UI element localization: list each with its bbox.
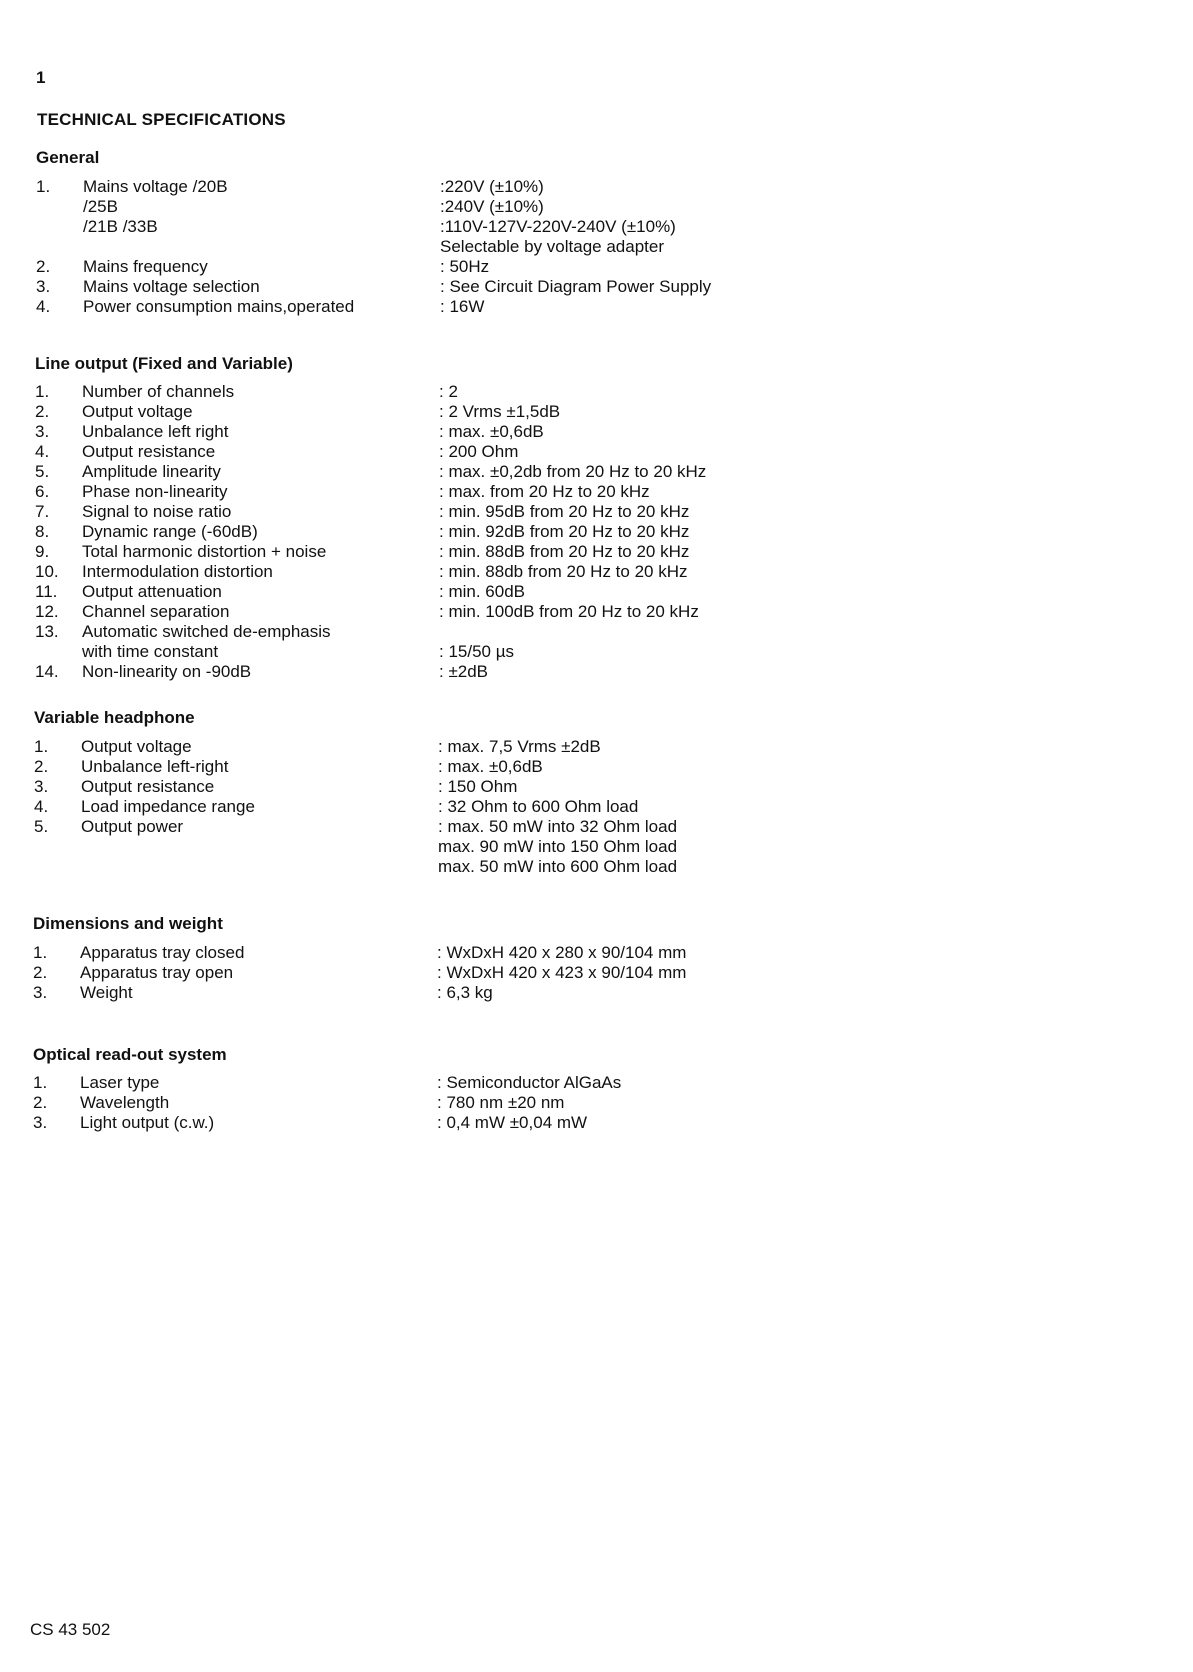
spec-number: 4. (35, 442, 50, 461)
spec-value: : 50Hz (440, 257, 490, 276)
spec-value: : See Circuit Diagram Power Supply (440, 277, 712, 296)
spec-value: : max. 50 mW into 32 Ohm load (438, 817, 678, 836)
spec-label: Weight (80, 983, 133, 1002)
section-heading-headphone: Variable headphone (34, 708, 195, 727)
spec-value: : max. ±0,6dB (438, 757, 543, 776)
spec-label: Output resistance (82, 442, 216, 461)
spec-label: Non-linearity on -90dB (82, 662, 252, 681)
spec-value: : 780 nm ±20 nm (437, 1093, 565, 1112)
spec-number: 1. (33, 943, 48, 962)
section-heading-dimensions: Dimensions and weight (33, 914, 223, 933)
spec-number: 5. (35, 462, 50, 481)
spec-label: Signal to noise ratio (82, 502, 232, 521)
spec-number: 8. (35, 522, 50, 541)
spec-number: 2. (33, 1093, 48, 1112)
spec-label: Light output (c.w.) (80, 1113, 215, 1132)
spec-label: Output voltage (82, 402, 193, 421)
spec-number: 1. (36, 177, 51, 196)
spec-number: 13. (35, 622, 59, 641)
spec-number: 7. (35, 502, 50, 521)
spec-label: Apparatus tray closed (80, 943, 245, 962)
spec-value: : ±2dB (439, 662, 489, 681)
spec-label: /25B (83, 197, 118, 216)
spec-value: :220V (±10%) (440, 177, 544, 196)
spec-value: : 2 Vrms ±1,5dB (439, 402, 561, 421)
spec-label: Phase non-linearity (82, 482, 228, 501)
spec-value: : min. 95dB from 20 Hz to 20 kHz (439, 502, 690, 521)
spec-number: 11. (35, 582, 58, 601)
spec-label: Mains voltage selection (83, 277, 260, 296)
spec-number: 4. (34, 797, 49, 816)
spec-number: 5. (34, 817, 49, 836)
spec-label: Wavelength (80, 1093, 170, 1112)
spec-value: : WxDxH 420 x 423 x 90/104 mm (437, 963, 687, 982)
spec-value: : max. ±0,6dB (439, 422, 544, 441)
spec-value: : 32 Ohm to 600 Ohm load (438, 797, 639, 816)
section-heading-general: General (36, 148, 100, 167)
spec-number: 3. (36, 277, 51, 296)
spec-label: Unbalance left right (82, 422, 229, 441)
spec-number: 2. (34, 757, 49, 776)
spec-number: 3. (34, 777, 49, 796)
spec-label: Apparatus tray open (80, 963, 234, 982)
spec-value: : Semiconductor AlGaAs (437, 1073, 622, 1092)
section-heading-optical: Optical read-out system (33, 1045, 227, 1064)
spec-value: : WxDxH 420 x 280 x 90/104 mm (437, 943, 687, 962)
spec-value: :110V-127V-220V-240V (±10%) (440, 217, 676, 236)
spec-value: : 15/50 µs (439, 642, 515, 661)
spec-label: Unbalance left-right (81, 757, 229, 776)
spec-label: Laser type (80, 1073, 160, 1092)
spec-number: 3. (35, 422, 50, 441)
spec-number: 1. (35, 382, 50, 401)
spec-label: Number of channels (82, 382, 235, 401)
page-number: 1 (36, 68, 46, 87)
section-heading-line-output: Line output (Fixed and Variable) (35, 354, 293, 373)
spec-value: : 150 Ohm (438, 777, 518, 796)
spec-label: Amplitude linearity (82, 462, 221, 481)
spec-value: : 16W (440, 297, 485, 316)
spec-value: Selectable by voltage adapter (440, 237, 664, 256)
spec-value: : min. 92dB from 20 Hz to 20 kHz (439, 522, 690, 541)
spec-number: 4. (36, 297, 51, 316)
spec-value: max. 90 mW into 150 Ohm load (438, 837, 678, 856)
spec-value: max. 50 mW into 600 Ohm load (438, 857, 678, 876)
spec-number: 2. (36, 257, 51, 276)
spec-label: Intermodulation distortion (82, 562, 273, 581)
spec-number: 3. (33, 983, 48, 1002)
spec-value: : min. 60dB (439, 582, 525, 601)
spec-number: 2. (33, 963, 48, 982)
spec-value: : min. 100dB from 20 Hz to 20 kHz (439, 602, 699, 621)
spec-label: Automatic switched de-emphasis (82, 622, 331, 641)
spec-label: Output attenuation (82, 582, 222, 601)
spec-label: with time constant (82, 642, 219, 661)
spec-number: 14. (35, 662, 59, 681)
spec-label: Output resistance (81, 777, 215, 796)
spec-number: 10. (35, 562, 59, 581)
spec-value: : max. 7,5 Vrms ±2dB (438, 737, 601, 756)
spec-label: /21B /33B (83, 217, 158, 236)
spec-label: Channel separation (82, 602, 230, 621)
spec-number: 6. (35, 482, 50, 501)
spec-label: Dynamic range (-60dB) (82, 522, 258, 541)
spec-value: : 200 Ohm (439, 442, 519, 461)
spec-label: Mains voltage /20B (83, 177, 228, 196)
spec-number: 1. (34, 737, 49, 756)
document-code: CS 43 502 (30, 1620, 111, 1639)
spec-number: 12. (35, 602, 59, 621)
spec-label: Output power (81, 817, 184, 836)
spec-number: 3. (33, 1113, 48, 1132)
spec-value: : min. 88dB from 20 Hz to 20 kHz (439, 542, 690, 561)
document-title: TECHNICAL SPECIFICATIONS (37, 110, 286, 129)
spec-label: Power consumption mains,operated (83, 297, 355, 316)
spec-value: :240V (±10%) (440, 197, 544, 216)
spec-value: : min. 88db from 20 Hz to 20 kHz (439, 562, 688, 581)
spec-value: : 0,4 mW ±0,04 mW (437, 1113, 588, 1132)
spec-label: Mains frequency (83, 257, 208, 276)
spec-value: : max. from 20 Hz to 20 kHz (439, 482, 650, 501)
spec-number: 9. (35, 542, 50, 561)
spec-label: Total harmonic distortion + noise (82, 542, 327, 561)
spec-number: 1. (33, 1073, 48, 1092)
spec-number: 2. (35, 402, 50, 421)
spec-label: Output voltage (81, 737, 192, 756)
spec-label: Load impedance range (81, 797, 255, 816)
spec-value: : 6,3 kg (437, 983, 493, 1002)
spec-value: : max. ±0,2db from 20 Hz to 20 kHz (439, 462, 707, 481)
spec-value: : 2 (439, 382, 458, 401)
